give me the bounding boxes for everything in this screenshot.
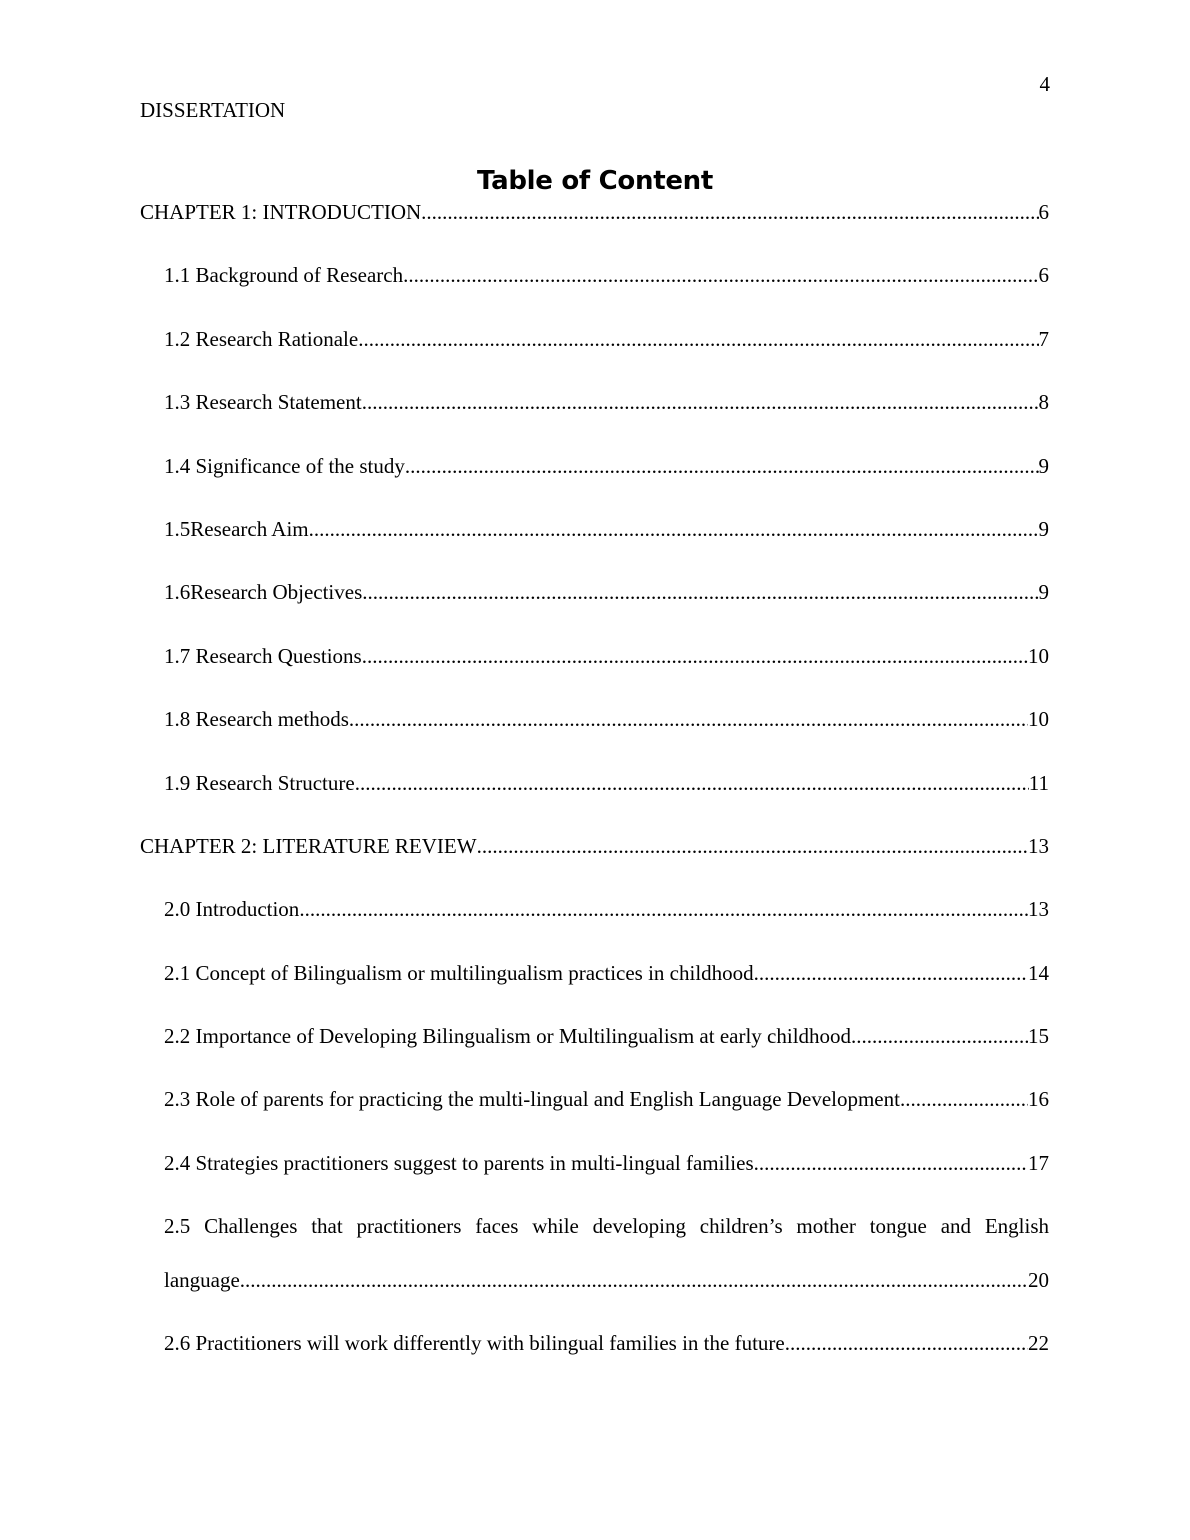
toc-entry-2-4[interactable] bbox=[140, 1151, 1049, 1214]
toc-entry-label: 2.2 Importance of Developing Bilingualism or Multilingualism at early childhood bbox=[164, 1024, 852, 1049]
toc-entry-1-8[interactable] bbox=[140, 707, 1049, 770]
dot-leader bbox=[299, 897, 1028, 921]
toc-entry-page: 20 bbox=[1028, 1268, 1049, 1293]
toc-entry-label: 2.0 Introduction bbox=[164, 897, 300, 922]
toc-entry-page: 13 bbox=[1028, 897, 1049, 922]
toc-entry-label: 1.5Research Aim bbox=[164, 516, 309, 541]
toc-entry-1-6[interactable] bbox=[140, 580, 1049, 643]
toc-entry-page: 7 bbox=[1038, 326, 1049, 351]
toc-entry-label: 2.4 Strategies practitioners suggest to parents in multi-lingual families bbox=[164, 1150, 754, 1175]
toc-entry-1-3[interactable] bbox=[140, 390, 1049, 453]
toc-entry-page: 8 bbox=[1038, 390, 1049, 415]
toc-entry-page: 22 bbox=[1028, 1331, 1049, 1356]
toc-entry-chapter-2[interactable] bbox=[140, 834, 1049, 897]
dot-leader bbox=[754, 961, 1028, 985]
toc-entry-label: 1.4 Significance of the study bbox=[164, 453, 405, 478]
dot-leader bbox=[785, 1331, 1028, 1355]
toc-entry-page: 10 bbox=[1028, 643, 1049, 668]
dot-leader bbox=[421, 200, 1038, 224]
running-head: DISSERTATION bbox=[140, 98, 286, 122]
toc-entry-1-7[interactable] bbox=[140, 644, 1049, 707]
toc-entry-label: 1.3 Research Statement bbox=[164, 390, 362, 415]
toc-entry-page: 15 bbox=[1028, 1024, 1049, 1049]
toc-entry-2-2[interactable] bbox=[140, 1024, 1049, 1087]
toc-entry-1-5[interactable] bbox=[140, 517, 1049, 580]
dot-leader bbox=[240, 1268, 1028, 1292]
toc-entry-label: 1.8 Research methods bbox=[164, 707, 349, 732]
dot-leader bbox=[405, 454, 1039, 478]
toc-entry-page: 14 bbox=[1028, 960, 1049, 985]
dot-leader bbox=[362, 644, 1028, 668]
dot-leader bbox=[358, 327, 1038, 351]
page-number: 4 bbox=[1039, 72, 1050, 96]
toc-entry-label: CHAPTER 1: INTRODUCTION bbox=[140, 200, 422, 224]
table-of-contents bbox=[140, 200, 1049, 1395]
toc-entry-label: 1.1 Background of Research bbox=[164, 263, 404, 288]
toc-entry-2-5[interactable] bbox=[140, 1214, 1049, 1316]
toc-entry-page: 6 bbox=[1038, 200, 1049, 224]
toc-entry-page: 10 bbox=[1028, 707, 1049, 732]
toc-entry-label-line-1: 2.5 Challenges that practitioners faces while developing children’s mother tongue and English bbox=[164, 1214, 1049, 1239]
toc-entry-1-9[interactable] bbox=[140, 771, 1049, 834]
toc-entry-2-1[interactable] bbox=[140, 961, 1049, 1024]
dot-leader bbox=[754, 1151, 1028, 1175]
toc-entry-page: 11 bbox=[1028, 770, 1049, 795]
toc-entry-label-line-2: language bbox=[164, 1268, 240, 1293]
dot-leader bbox=[362, 580, 1038, 604]
dot-leader bbox=[851, 1024, 1028, 1048]
toc-entry-page: 9 bbox=[1038, 453, 1049, 478]
dot-leader bbox=[355, 771, 1029, 795]
toc-entry-label: 2.3 Role of parents for practicing the multi-lingual and English Language Development bbox=[164, 1087, 900, 1112]
toc-entry-page: 9 bbox=[1038, 516, 1049, 541]
toc-entry-chapter-1[interactable] bbox=[140, 200, 1049, 263]
toc-entry-label: 1.6Research Objectives bbox=[164, 580, 363, 605]
toc-entry-page: 6 bbox=[1038, 263, 1049, 288]
toc-title: Table of Content bbox=[476, 166, 714, 196]
toc-entry-page: 13 bbox=[1028, 833, 1049, 858]
toc-entry-page: 16 bbox=[1028, 1087, 1049, 1112]
toc-entry-1-4[interactable] bbox=[140, 454, 1049, 517]
dot-leader bbox=[403, 263, 1038, 287]
toc-entry-label: 1.2 Research Rationale bbox=[164, 326, 359, 351]
toc-entry-label: 2.6 Practitioners will work differently with bilingual families in the future bbox=[164, 1331, 785, 1356]
dot-leader bbox=[362, 390, 1039, 414]
toc-entry-page: 9 bbox=[1038, 580, 1049, 605]
toc-entry-2-0[interactable] bbox=[140, 897, 1049, 960]
dot-leader bbox=[900, 1087, 1028, 1111]
toc-entry-label: 2.1 Concept of Bilingualism or multilingualism practices in childhood bbox=[164, 960, 754, 985]
toc-entry-2-6[interactable] bbox=[140, 1331, 1049, 1394]
toc-entry-1-2[interactable] bbox=[140, 327, 1049, 390]
toc-entry-page: 17 bbox=[1028, 1150, 1049, 1175]
toc-entry-2-3[interactable] bbox=[140, 1087, 1049, 1150]
toc-entry-label: CHAPTER 2: LITERATURE REVIEW bbox=[140, 833, 477, 858]
dot-leader bbox=[349, 707, 1028, 731]
toc-entry-label: 1.7 Research Questions bbox=[164, 643, 362, 668]
dot-leader bbox=[309, 517, 1039, 541]
toc-entry-1-1[interactable] bbox=[140, 263, 1049, 326]
dot-leader bbox=[477, 834, 1028, 858]
toc-entry-label: 1.9 Research Structure bbox=[164, 770, 355, 795]
